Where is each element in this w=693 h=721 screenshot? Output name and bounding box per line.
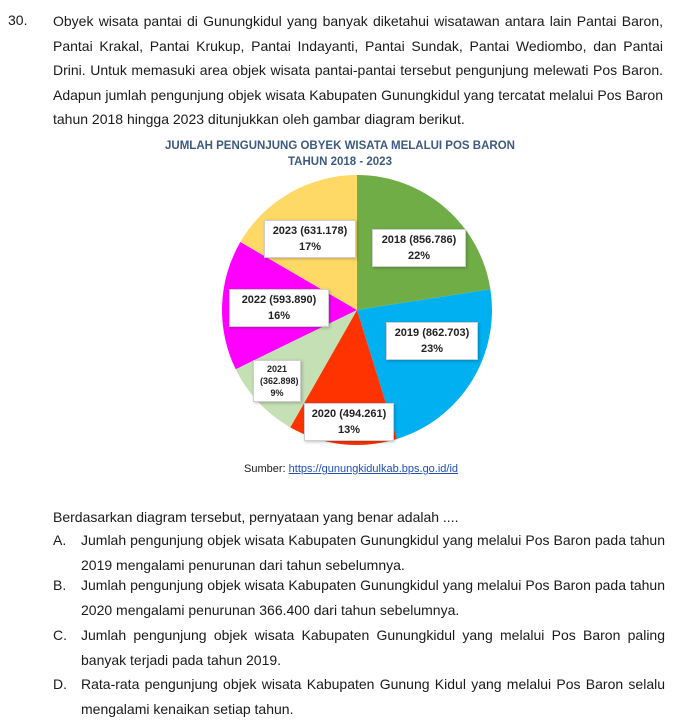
question-prompt: Berdasarkan diagram tersebut, pernyataan yang benar adalah .... (53, 509, 459, 525)
slice-label-2019 (386, 322, 478, 360)
option-c[interactable] (53, 623, 665, 672)
chart-title: JUMLAH PENGUNJUNG OBYEK WISATA MELALUI POS BARON (165, 140, 515, 152)
option-a[interactable] (53, 528, 665, 577)
slice-label-2021 (253, 360, 301, 402)
option-c-text: Jumlah pengunjung objek wisata Kabupaten Gunungkidul yang melalui Pos Baron paling banyak terjadi pada tahun 2019. (81, 627, 665, 668)
slice-label-2022 (229, 289, 329, 327)
slice-label-2021-percent: 9% (270, 388, 284, 398)
chart-source (244, 463, 458, 475)
option-a-text: Jumlah pengunjung objek wisata Kabupaten Gunungkidul yang melalui Pos Baron pada tahun 2019 mengalami penurunan dari tahun sebelumnya. (81, 532, 665, 573)
option-c-letter: C. (53, 627, 67, 643)
slice-label-2019-percent: 23% (420, 343, 444, 355)
option-d-letter: D. (53, 676, 67, 692)
slice-label-2022-value: 2022 (593.890) (241, 294, 317, 306)
slice-label-2018-percent: 22% (407, 250, 431, 262)
slice-label-2020-value: 2020 (494.261) (311, 408, 387, 420)
option-a-letter: A. (53, 532, 67, 548)
option-b[interactable] (53, 573, 665, 622)
question-number: 30. (8, 12, 28, 28)
option-b-text: Jumlah pengunjung objek wisata Kabupaten Gunungkidul yang melalui Pos Baron pada tahun 2020 mengalami penurunan 366.400 dari tahun sebelumnya. (81, 577, 665, 618)
slice-label-2023-value: 2023 (631.178) (272, 225, 348, 237)
option-d-text: Rata-rata pengunjung objek wisata Kabupaten Gunung Kidul yang melalui Pos Baron selalu mengalami kenaikan setiap tahun. (81, 676, 665, 717)
slice-label-2018 (372, 229, 466, 267)
slice-label-2023 (264, 220, 356, 258)
slice-label-2019-value: 2019 (862.703) (394, 327, 470, 339)
slice-label-2023-percent: 17% (298, 241, 322, 253)
slice-label-2020 (304, 403, 394, 441)
slice-label-2022-percent: 16% (267, 310, 291, 322)
slice-label-2021-value: (362.898) (260, 376, 299, 386)
source-label: Sumber: (244, 463, 286, 475)
chart-subtitle: TAHUN 2018 - 2023 (288, 156, 392, 168)
slice-label-2021-year: 2021 (266, 364, 288, 374)
option-b-letter: B. (53, 577, 67, 593)
slice-label-2018-value: 2018 (856.786) (381, 234, 457, 246)
option-d[interactable] (53, 672, 665, 721)
question-paragraph: Obyek wisata pantai di Gunungkidul yang banyak diketahui wisatawan antara lain Pantai Baron, Pantai Krakal, Pantai Krukup, Pantai Indayanti, Pantai Sundak, Pantai Wediombo, dan Pantai Drini. Untuk memasuki area objek wisata pantai-pantai tersebut pengunjung melewati Pos Baron. Adapun jumlah pengunjung objek wisata Kabupaten Gunungkidul yang tercatat melalui Pos Baron tahun 2018 hingga 2023 ditunjukkan oleh gambar diagram berikut. (53, 13, 663, 128)
slice-label-2020-percent: 13% (337, 424, 361, 436)
source-link[interactable]: https://gunungkidulkab.bps.go.id/id (288, 463, 459, 475)
